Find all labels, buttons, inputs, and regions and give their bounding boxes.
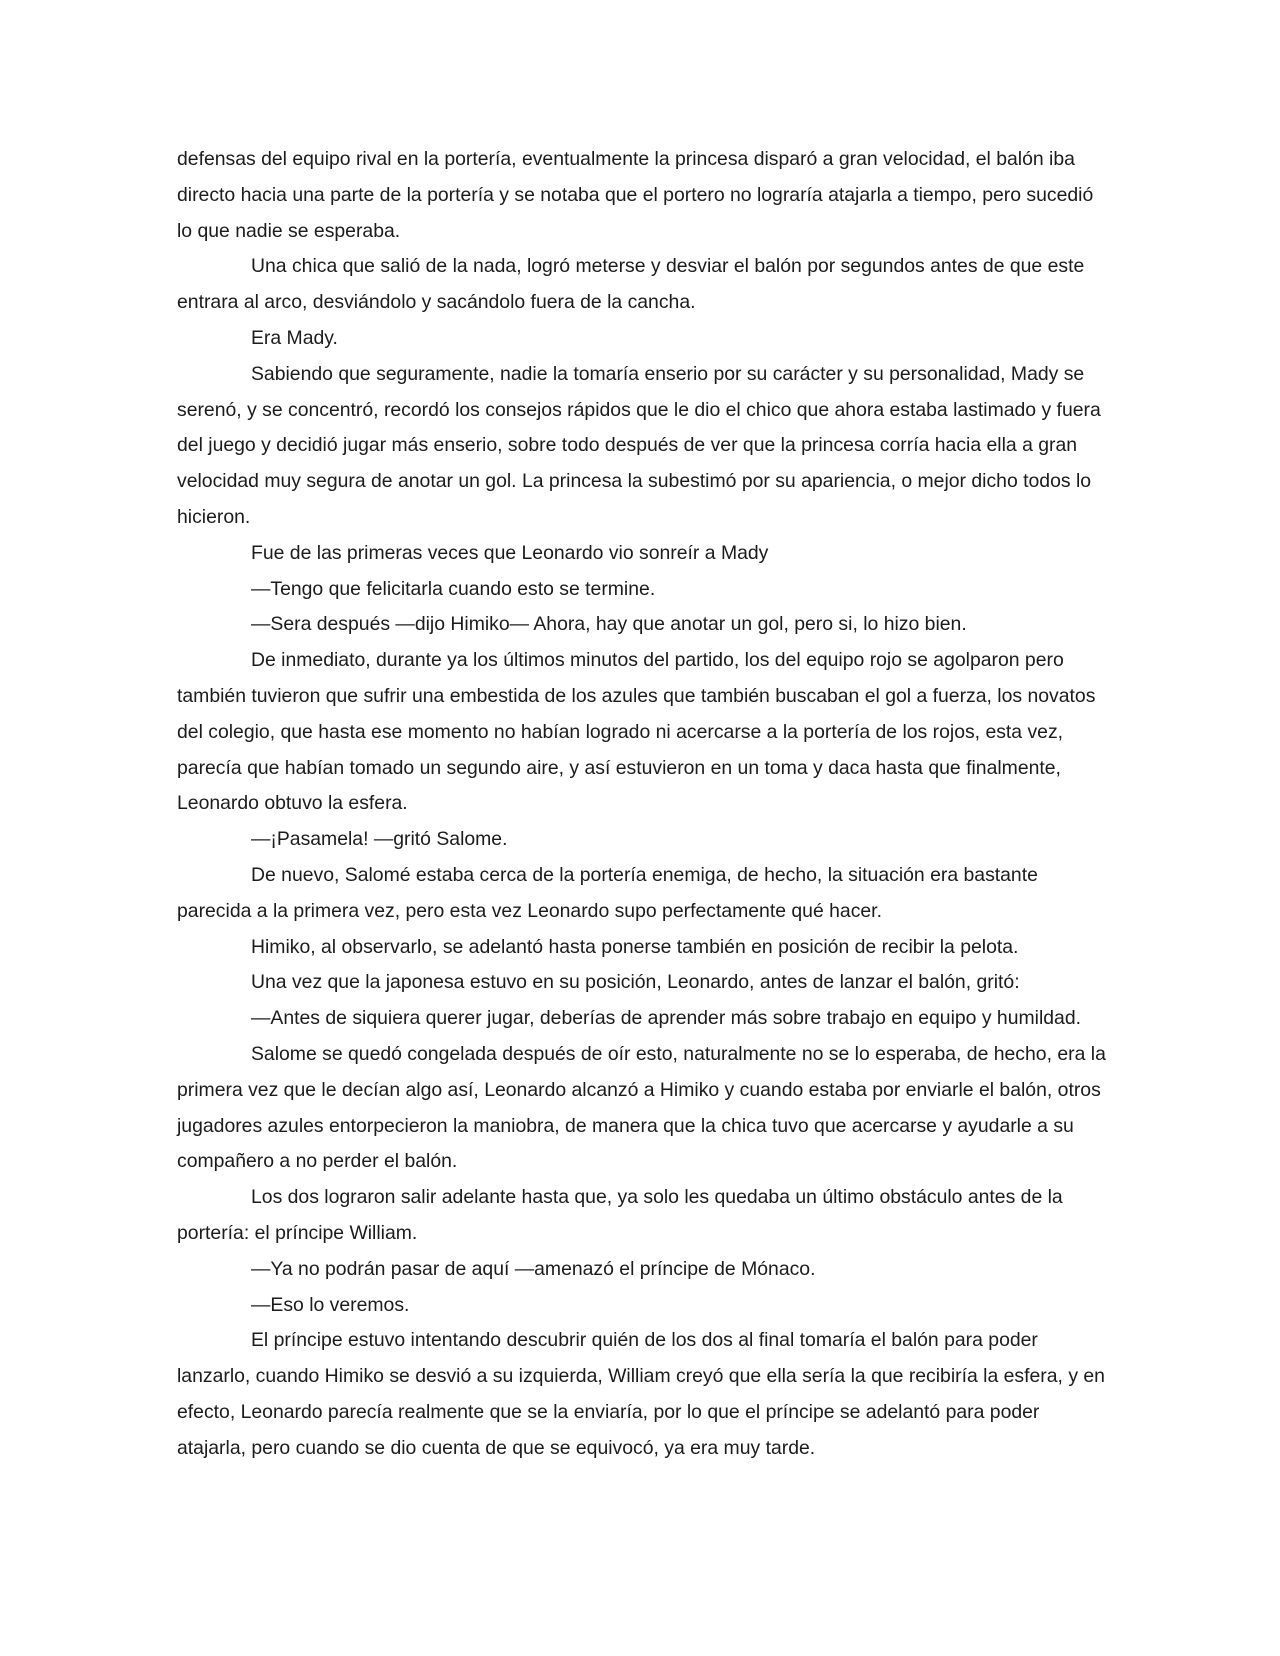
paragraph-12: Una vez que la japonesa estuvo en su posición, Leonardo, antes de lanzar el balón, gritó: [251, 971, 1020, 994]
paragraph-4: Sabiendo que seguramente, nadie la tomaría enserio por su carácter y su personalidad, Mady se serenó, y se concentró, recordó los consejos rápidos que le dio el chico que ahora estaba lastimado y fuera del juego y decidió jugar más enserio, sobre todo después de ver que la princesa corría hacia ella a gran velocidad muy segura de anotar un gol. La princesa la subestimó por su apariencia, o mejor dicho todos lo hicieron. [177, 362, 1101, 528]
paragraph-9: —¡Pasamela! —gritó Salome. [251, 828, 508, 851]
paragraph-14: Salome se quedó congelada después de oír esto, naturalmente no se lo esperaba, de hecho, era la primera vez que le decían algo así, Leonardo alcanzó a Himiko y cuando estaba por enviarle el balón, otros jugadores azules entorpecieron la maniobra, de manera que la chica tuvo que acercarse y ayudarle a su compañero a no perder el balón. [177, 1042, 1106, 1173]
paragraph-11: Himiko, al observarlo, se adelantó hasta ponerse también en posición de recibir la pelota. [251, 935, 1019, 958]
document-body [177, 142, 1107, 1466]
paragraph-13: —Antes de siquiera querer jugar, deberías de aprender más sobre trabajo en equipo y humildad. [251, 1007, 1082, 1030]
paragraph-15: Los dos lograron salir adelante hasta que, ya solo les quedaba un último obstáculo antes de la portería: el príncipe William. [177, 1186, 1063, 1244]
paragraph-2: Una chica que salió de la nada, logró meterse y desviar el balón por segundos antes de que este entrara al arco, desviándolo y sacándolo fuera de la cancha. [177, 255, 1085, 314]
paragraph-17: —Eso lo veremos. [251, 1293, 410, 1316]
paragraph-18: El príncipe estuvo intentando descubrir quién de los dos al final tomaría el balón para poder lanzarlo, cuando Himiko se desvió a su izquierda, William creyó que ella sería la que recibiría la esfera, y en efecto, Leonardo parecía realmente que se la enviaría, por lo que el príncipe se adelantó para poder atajarla, pero cuando se dio cuenta de que se equivocó, ya era muy tarde. [177, 1329, 1105, 1459]
paragraph-16: —Ya no podrán pasar de aquí —amenazó el príncipe de Mónaco. [251, 1257, 816, 1280]
paragraph-6: —Tengo que felicitarla cuando esto se termine. [251, 577, 656, 600]
paragraph-7: —Sera después —dijo Himiko— Ahora, hay que anotar un gol, pero si, lo hizo bien. [251, 613, 967, 636]
paragraph-8: De inmediato, durante ya los últimos minutos del partido, los del equipo rojo se agolparon pero también tuvieron que sufrir una embestida de los azules que también buscaban el gol a fuerza, los novatos del colegio, que hasta ese momento no habían logrado ni acercarse a la portería de los rojos, esta vez, parecía que habían tomado un segundo aire, y así estuvieron en un toma y daca hasta que finalmente, Leonardo obtuvo la esfera. [177, 649, 1096, 815]
paragraph-1: defensas del equipo rival en la portería, eventualmente la princesa disparó a gran velocidad, el balón iba directo hacia una parte de la portería y se notaba que el portero no lograría atajarla a tiempo, pero sucedió lo que nadie se esperaba. [177, 148, 1094, 242]
paragraph-10: De nuevo, Salomé estaba cerca de la portería enemiga, de hecho, la situación era bastante parecida a la primera vez, pero esta vez Leonardo supo perfectamente qué hacer. [177, 863, 1038, 922]
paragraph-3: Era Mady. [251, 326, 338, 349]
paragraph-5: Fue de las primeras veces que Leonardo vio sonreír a Mady [251, 541, 769, 564]
